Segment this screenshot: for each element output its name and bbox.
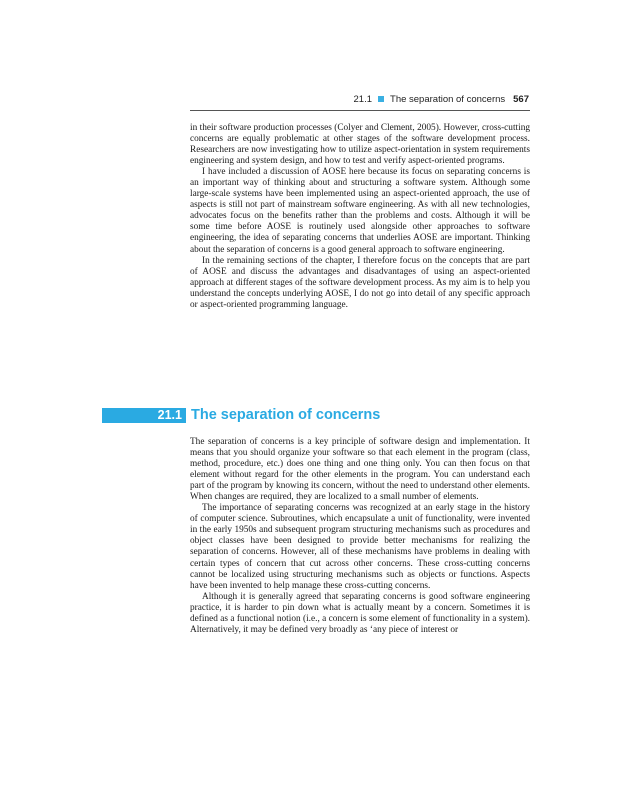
- paragraph: The importance of separating concerns was recognized at an early stage in the history of computer science. Subroutines, which encapsulate a unit of functionality, were invented in the early 1950s and subsequent program structuring mechanisms such as procedures and object classes have been designed to provide better mechanisms for realizing the separation of concerns. However, all of these mechanisms have problems in dealing with certain types of concern that cut across other concerns. These cross-cutting concerns cannot be localized using structuring mechanisms such as objects or functions. Aspects have been invented to help manage these cross-cutting concerns.: [190, 503, 530, 591]
- section-heading: [102, 407, 532, 423]
- paragraph: Although it is generally agreed that separating concerns is good software engineering practice, it is harder to pin down what is actually meant by a concern. Sometimes it is defined as a functional notion (i.e., a concern is some element of functionality in a system). Alternatively, it may be defined very broadly as ‘any piece of interest or: [190, 591, 530, 635]
- intro-text: [190, 123, 530, 311]
- square-bullet-icon: [378, 96, 384, 102]
- running-head-section: 21.1: [353, 94, 373, 105]
- page-number: 567: [513, 94, 529, 105]
- running-head-title: The separation of concerns: [390, 94, 506, 105]
- paragraph: In the remaining sections of the chapter, I therefore focus on the concepts that are part of AOSE and discuss the advantages and disadvantages of using an aspect-oriented approach at different stages of the software development process. As my aim is to help you understand the concepts underlying AOSE, I do not go into detail of any specific approach or aspect-oriented programming language.: [190, 255, 530, 310]
- running-head: [300, 94, 529, 105]
- section-number: 21.1: [102, 408, 186, 423]
- section-body-text: [190, 437, 530, 636]
- header-rule: [190, 110, 530, 111]
- section-title: The separation of concerns: [191, 407, 381, 423]
- paragraph: The separation of concerns is a key principle of software design and implementation. It means that you should organize your software so that each element in the program (class, method, procedure, etc.) does one thing and one thing only. You can then focus on that element without regard for the other elements in the program. You can understand each part of the program by knowing its concern, without the need to understand other elements. When changes are required, they are localized to a small number of elements.: [190, 437, 530, 503]
- paragraph: I have included a discussion of AOSE here because its focus on separating concerns is an important way of thinking about and structuring a software system. Although some large-scale systems have been implemented using an aspect-oriented approach, the use of aspects is still not part of mainstream software engineering. As with all new technologies, advocates focus on the benefits rather than the problems and costs. Although it will be some time before AOSE is routinely used alongside other approaches to software engineering, the idea of separating concerns that underlies AOSE are important. Thinking about the separation of concerns is a good general approach to software engineering.: [190, 167, 530, 255]
- paragraph: in their software production processes (Colyer and Clement, 2005). However, cross-cutting concerns are equally problematic at other stages of the software development process. Researchers are now investigating how to utilize aspect-orientation in system requirements engineering and system design, and how to test and verify aspect-oriented programs.: [190, 123, 530, 167]
